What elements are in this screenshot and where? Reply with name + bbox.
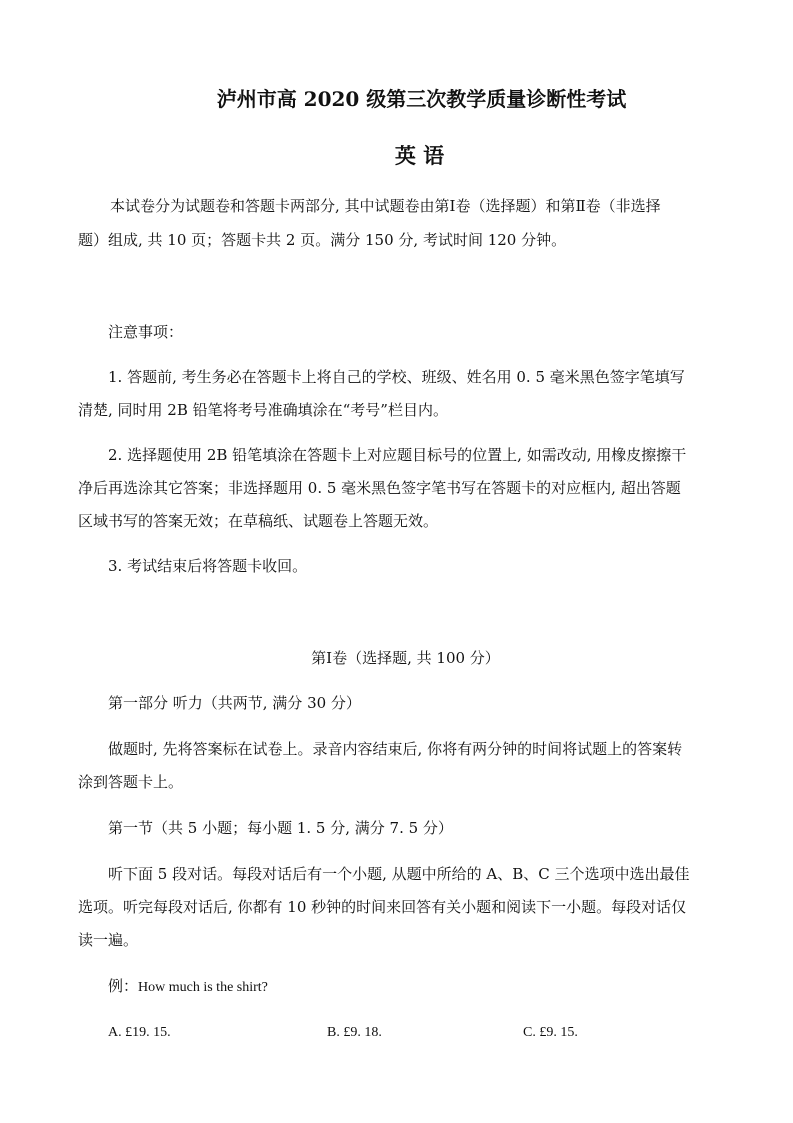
subsection-instruction-line-2: 选项。听完每段对话后, 你都有 10 秒钟的时间来回答有关小题和阅读下一小题。每段对话仅 bbox=[78, 898, 687, 916]
intro-line-1: 本试卷分为试题卷和答题卡两部分, 其中试题卷由第Ⅰ卷（选择题）和第Ⅱ卷（非选择 bbox=[110, 197, 661, 215]
example-option-a: A. £19. 15. bbox=[108, 1025, 171, 1040]
part-instruction-line-1: 做题时, 先将答案标在试卷上。录音内容结束后, 你将有两分钟的时间将试题上的答案转 bbox=[108, 740, 683, 758]
notice-heading: 注意事项： bbox=[108, 323, 184, 341]
part-instruction-line-2: 涂到答题卡上。 bbox=[78, 773, 184, 791]
part-title: 第一部分 听力（共两节, 满分 30 分） bbox=[108, 694, 361, 712]
subsection-instruction-line-3: 读一遍。 bbox=[78, 931, 139, 949]
notice-item-2-line-2: 净后再选涂其它答案；非选择题用 0. 5 毫米黑色签字笔书写在答题卡的对应框内, 超出答题 bbox=[78, 479, 681, 497]
notice-item-3: 3. 考试结束后将答题卡收回。 bbox=[108, 557, 308, 575]
volume-title: 第Ⅰ卷（选择题, 共 100 分） bbox=[311, 649, 500, 667]
example-option-c: C. £9. 15. bbox=[523, 1025, 578, 1040]
intro-line-2: 题）组成, 共 10 页；答题卡共 2 页。满分 150 分, 考试时间 120 分钟。 bbox=[78, 231, 567, 249]
notice-item-1-line-2: 清楚, 同时用 2B 铅笔将考号准确填涂在“考号”栏目内。 bbox=[78, 401, 448, 419]
example-option-b: B. £9. 18. bbox=[327, 1025, 382, 1040]
example-question-text: How much is the shirt? bbox=[138, 980, 268, 995]
subject-title: 英 语 bbox=[394, 143, 445, 168]
example-prefix: 例： bbox=[108, 977, 139, 995]
example-question bbox=[108, 976, 268, 998]
exam-title: 泸州市高 2020 级第三次教学质量诊断性考试 bbox=[216, 87, 627, 111]
subsection-title: 第一节（共 5 小题；每小题 1. 5 分, 满分 7. 5 分） bbox=[108, 819, 453, 837]
subsection-instruction-line-1: 听下面 5 段对话。每段对话后有一个小题, 从题中所给的 A、B、C 三个选项中选出最佳 bbox=[108, 865, 690, 883]
notice-item-2-line-1: 2. 选择题使用 2B 铅笔填涂在答题卡上对应题目标号的位置上, 如需改动, 用橡皮擦擦干 bbox=[108, 446, 687, 464]
notice-item-1-line-1: 1. 答题前, 考生务必在答题卡上将自己的学校、班级、姓名用 0. 5 毫米黑色签字笔填写 bbox=[108, 368, 685, 386]
notice-item-2-line-3: 区域书写的答案无效；在草稿纸、试题卷上答题无效。 bbox=[78, 512, 439, 530]
